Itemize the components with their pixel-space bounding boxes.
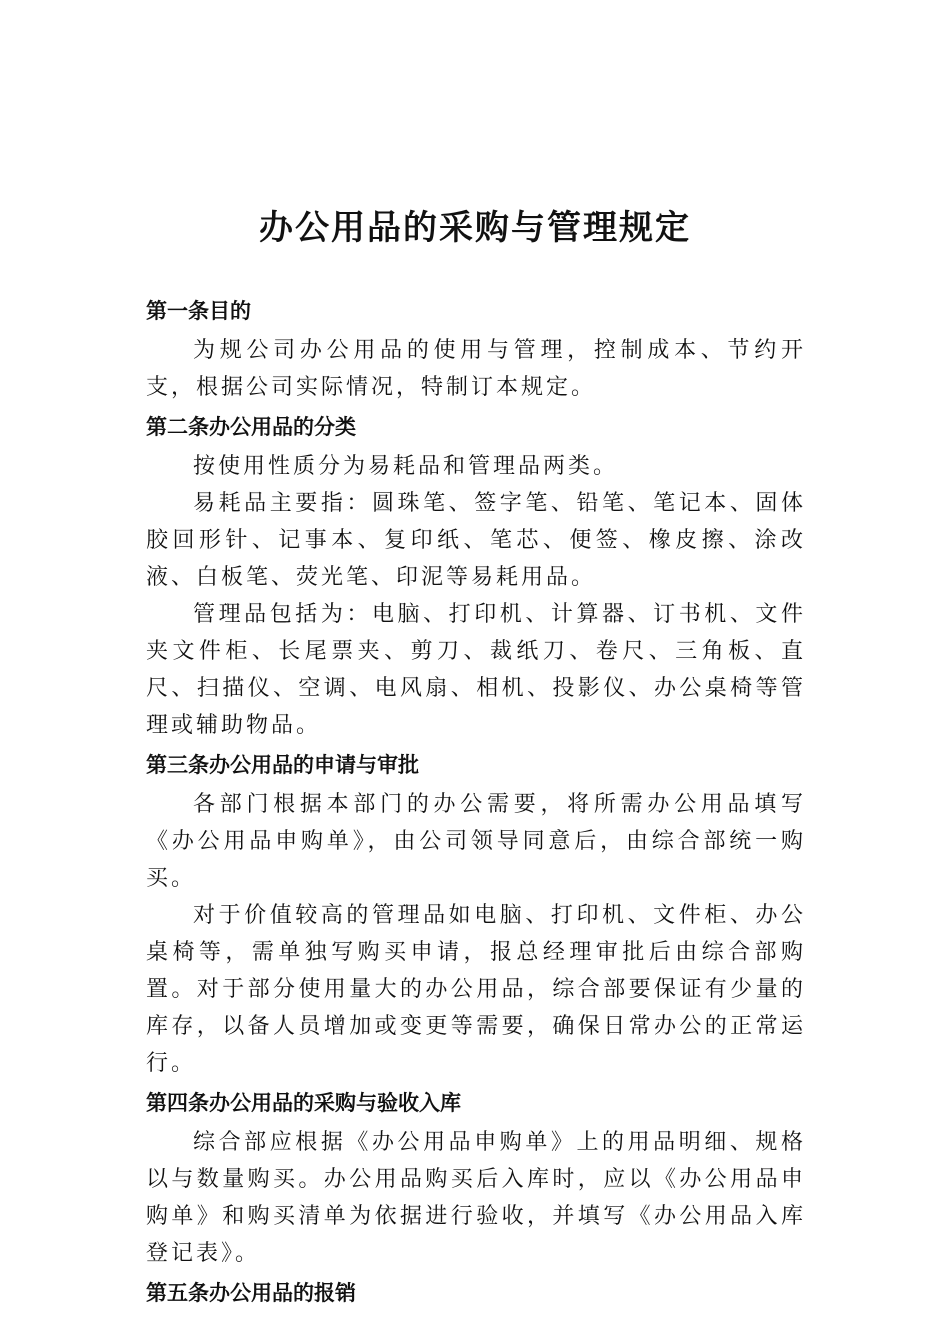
document-body xyxy=(146,290,806,1314)
paragraph: 按使用性质分为易耗品和管理品两类。 xyxy=(193,454,619,479)
section-heading: 第三条办公用品的申请与审批 xyxy=(146,753,419,777)
section-5 xyxy=(146,1272,806,1314)
section-heading: 第四条办公用品的采购与验收入库 xyxy=(146,1091,461,1115)
paragraph: 易耗品主要指：圆珠笔、签字笔、铅笔、笔记本、固体胶回形针、记事本、复印纸、笔芯、便签、橡皮擦、涂改液、白板笔、荧光笔、印泥等易耗用品。 xyxy=(146,491,806,590)
section-1 xyxy=(146,290,806,406)
section-3 xyxy=(146,744,806,1082)
paragraph: 对于价值较高的管理品如电脑、打印机、文件柜、办公桌椅等，需单独写购买申请，报总经理审批后由综合部购置。对于部分使用量大的办公用品，综合部要保证有少量的库存，以备人员增加或变更等需要，确保日常办公的正常运行。 xyxy=(146,903,806,1076)
paragraph: 各部门根据本部门的办公需要，将所需办公用品填写《办公用品申购单》，由公司领导同意后，由综合部统一购买。 xyxy=(146,792,806,891)
document-title: 办公用品的采购与管理规定 xyxy=(259,208,691,248)
section-heading: 第一条目的 xyxy=(146,299,251,323)
section-4 xyxy=(146,1082,806,1272)
section-2 xyxy=(146,406,806,744)
section-heading: 第五条办公用品的报销 xyxy=(146,1281,356,1305)
paragraph: 管理品包括为：电脑、打印机、计算器、订书机、文件夹文件柜、长尾票夹、剪刀、裁纸刀、卷尺、三角板、直尺、扫描仪、空调、电风扇、相机、投影仪、办公桌椅等管理或辅助物品。 xyxy=(146,602,806,738)
paragraph: 综合部应根据《办公用品申购单》上的用品明细、规格以与数量购买。办公用品购买后入库时，应以《办公用品申购单》和购买清单为依据进行验收，并填写《办公用品入库登记表》。 xyxy=(146,1130,806,1266)
paragraph: 为规公司办公用品的使用与管理，控制成本、节约开支，根据公司实际情况，特制订本规定。 xyxy=(146,338,806,400)
section-heading: 第二条办公用品的分类 xyxy=(146,415,356,439)
